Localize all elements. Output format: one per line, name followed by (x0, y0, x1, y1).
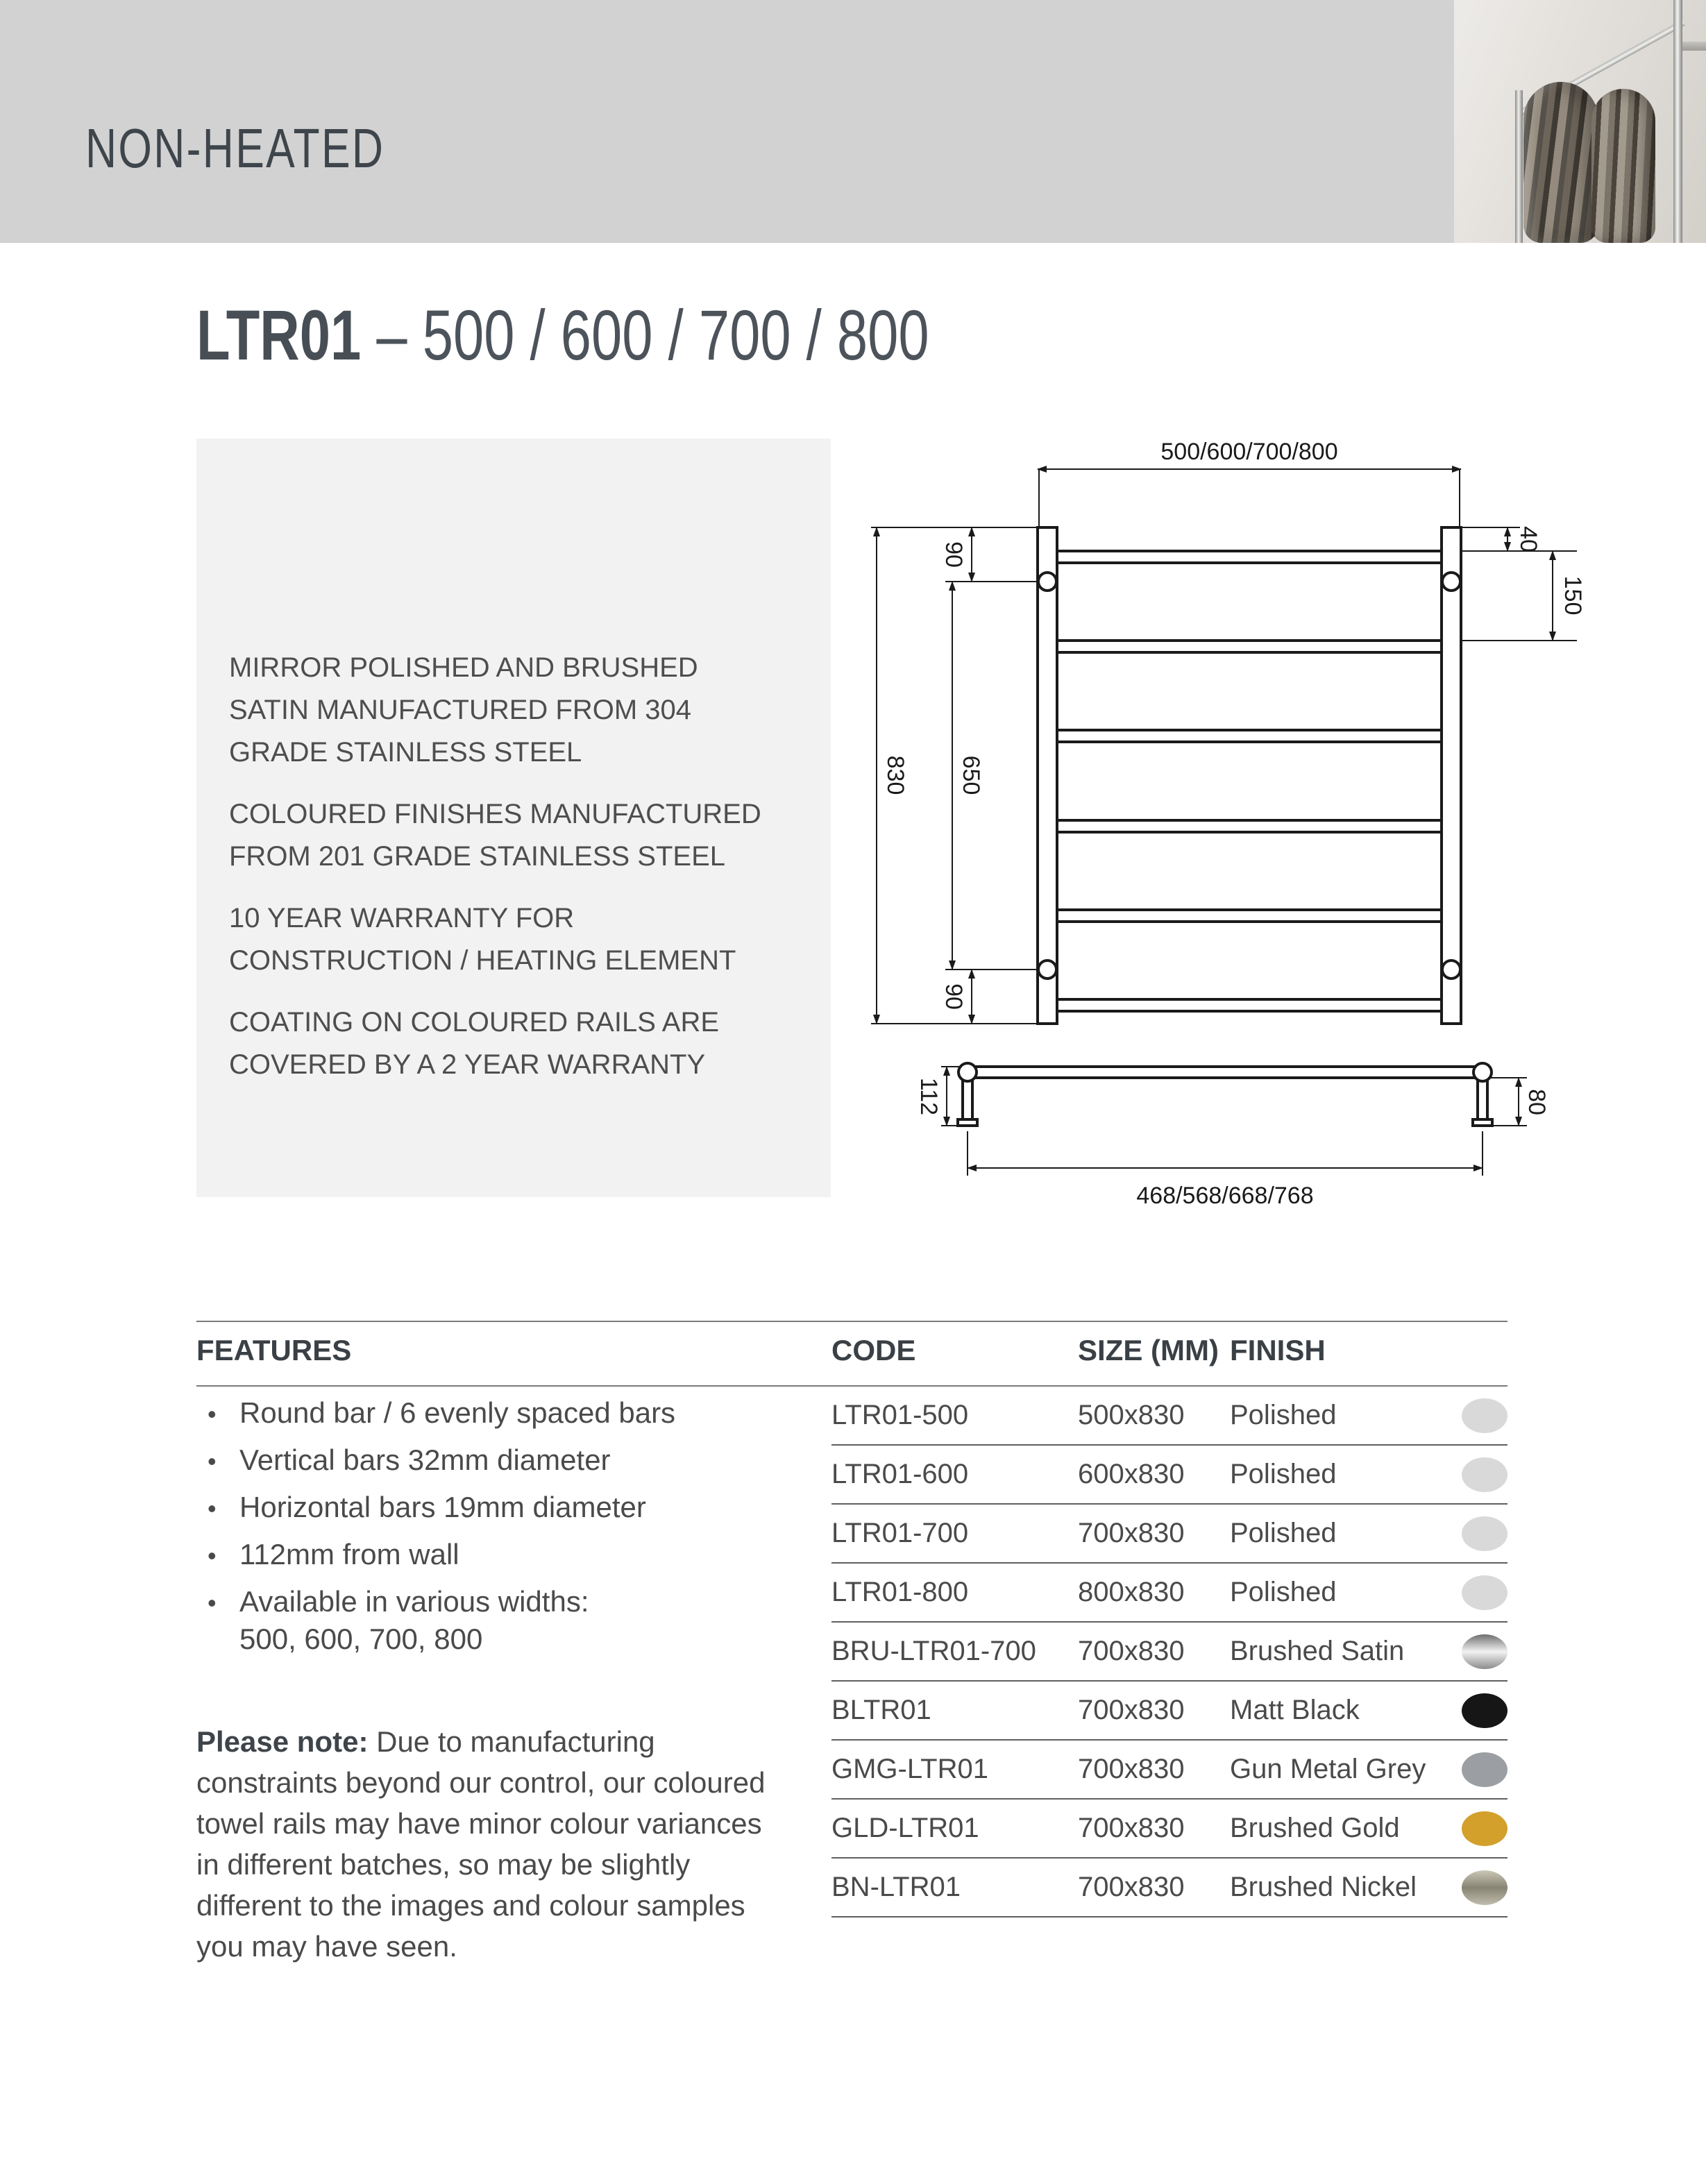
spec-finish: Gun Metal Grey (1230, 1754, 1426, 1784)
description-paragraph: 10 YEAR WARRANTY FOR CONSTRUCTION / HEATING ELEMENT (229, 903, 736, 976)
table-row (831, 1623, 1507, 1682)
finish-swatch (1462, 1811, 1507, 1846)
finish-swatch (1462, 1516, 1507, 1551)
description-paragraph: COLOURED FINISHES MANUFACTURED FROM 201 GRADE STAINLESS STEEL (229, 799, 761, 872)
spec-finish: Polished (1230, 1459, 1337, 1489)
dim-bottom-offset-label: 90 (940, 983, 967, 1010)
spec-finish: Brushed Nickel (1230, 1872, 1417, 1902)
table-row (831, 1800, 1507, 1859)
table-row (831, 1387, 1507, 1446)
table-row (831, 1564, 1507, 1623)
spec-finish: Brushed Gold (1230, 1813, 1400, 1843)
technical-drawing (854, 416, 1624, 1249)
spec-code: GLD-LTR01 (831, 1813, 979, 1843)
photo-towel (1523, 82, 1598, 243)
manufacturing-note (196, 1721, 789, 1967)
feature-item (196, 1586, 807, 1654)
spec-code: LTR01-800 (831, 1577, 969, 1607)
photo-left-post (1515, 90, 1523, 243)
finish-swatch (1462, 1575, 1507, 1610)
right-post (1442, 527, 1461, 1024)
spec-size: 500x830 (1078, 1400, 1185, 1430)
spec-finish: Matt Black (1230, 1695, 1360, 1725)
dim-inner-height-label: 650 (958, 755, 984, 795)
description-paragraph: MIRROR POLISHED AND BRUSHED SATIN MANUFACTURED FROM 304 GRADE STAINLESS STEEL (229, 652, 698, 768)
feature-item: • Round bar / 6 evenly spaced bars (196, 1398, 807, 1428)
spec-size: 700x830 (1078, 1636, 1185, 1666)
page-title: NON-HEATED (85, 117, 385, 179)
dim-top-offset-label: 90 (940, 541, 967, 568)
dim-width-label: 500/600/700/800 (1160, 439, 1338, 465)
spec-code: LTR01-500 (831, 1400, 969, 1430)
note-text: Due to manufacturing constraints beyond our control, our coloured towel rails may have minor colour variances in different batches, so may be slightly different to the images and colour samples you may have seen. (196, 1725, 766, 1963)
spec-finish: Polished (1230, 1518, 1337, 1548)
finish-swatch (1462, 1634, 1507, 1669)
photo-towel (1591, 89, 1655, 243)
spec-code: BRU-LTR01-700 (831, 1636, 1036, 1666)
product-size-variants: – 500 / 600 / 700 / 800 (376, 296, 929, 375)
wall-plate (958, 1119, 977, 1126)
side-rail (968, 1067, 1483, 1078)
spec-size: 700x830 (1078, 1518, 1185, 1548)
table-row (831, 1682, 1507, 1741)
dim-rail-spacing-label: 150 (1560, 575, 1586, 616)
features-list (196, 1398, 807, 1671)
front-view (871, 439, 1586, 1024)
spec-table (831, 1387, 1507, 1918)
dim-bracket-width-label: 468/568/668/768 (1136, 1183, 1314, 1209)
note-label: Please note: (196, 1725, 369, 1758)
wall-plate (1473, 1119, 1492, 1126)
spec-size: 700x830 (1078, 1754, 1185, 1784)
spec-code: BLTR01 (831, 1695, 931, 1725)
table-row (831, 1741, 1507, 1800)
spec-finish: Polished (1230, 1400, 1337, 1430)
table-row (831, 1505, 1507, 1564)
product-title (196, 295, 929, 376)
column-header-size: SIZE (MM) (1078, 1334, 1219, 1366)
post-end (958, 1063, 977, 1081)
feature-item: • 112mm from wall (196, 1539, 807, 1570)
wall-bracket (963, 1078, 972, 1119)
wall-bracket (1478, 1078, 1487, 1119)
features-heading: FEATURES (196, 1334, 352, 1366)
spec-code: LTR01-600 (831, 1459, 969, 1489)
table-row (831, 1859, 1507, 1918)
photo-wall-bracket (1682, 42, 1706, 51)
spec-code: BN-LTR01 (831, 1872, 961, 1902)
table-row (831, 1446, 1507, 1505)
spec-code: GMG-LTR01 (831, 1754, 988, 1784)
finish-swatch (1462, 1457, 1507, 1492)
header-banner (0, 0, 1706, 243)
spec-finish: Brushed Satin (1230, 1636, 1405, 1666)
spec-code: LTR01-700 (831, 1518, 969, 1548)
feature-widths: 500, 600, 700, 800 (239, 1623, 483, 1655)
dim-top-gap-label: 40 (1515, 526, 1542, 552)
description-text (229, 647, 784, 1106)
rail-fillets (1052, 551, 1447, 1010)
side-view (915, 1063, 1550, 1209)
spec-size: 800x830 (1078, 1577, 1185, 1607)
description-box (196, 439, 831, 1197)
dim-height-label: 830 (882, 755, 909, 795)
finish-swatch (1462, 1752, 1507, 1787)
dim-bracket-depth-label: 80 (1523, 1089, 1550, 1115)
post-end (1473, 1063, 1492, 1081)
spec-size: 700x830 (1078, 1813, 1185, 1843)
feature-item-text: Available in various widths: (239, 1585, 589, 1618)
product-photo (1454, 0, 1706, 243)
finish-swatch (1462, 1693, 1507, 1728)
spec-size: 700x830 (1078, 1695, 1185, 1725)
feature-item: • Vertical bars 32mm diameter (196, 1445, 807, 1475)
photo-right-post (1673, 0, 1682, 243)
product-code: LTR01 (196, 296, 362, 375)
spec-size: 600x830 (1078, 1459, 1185, 1489)
description-paragraph: COATING ON COLOURED RAILS ARE COVERED BY A 2 YEAR WARRANTY (229, 1007, 720, 1080)
horizontal-rails (1057, 551, 1442, 1011)
spec-size: 700x830 (1078, 1872, 1185, 1902)
finish-swatch (1462, 1870, 1507, 1905)
left-post (1038, 527, 1057, 1024)
dim-depth-label: 112 (915, 1077, 942, 1116)
column-header-code: CODE (831, 1334, 916, 1366)
column-header-finish: FINISH (1230, 1334, 1326, 1366)
section-divider (196, 1321, 1507, 1322)
feature-item: • Horizontal bars 19mm diameter (196, 1492, 807, 1523)
finish-swatch (1462, 1398, 1507, 1433)
spec-finish: Polished (1230, 1577, 1337, 1607)
